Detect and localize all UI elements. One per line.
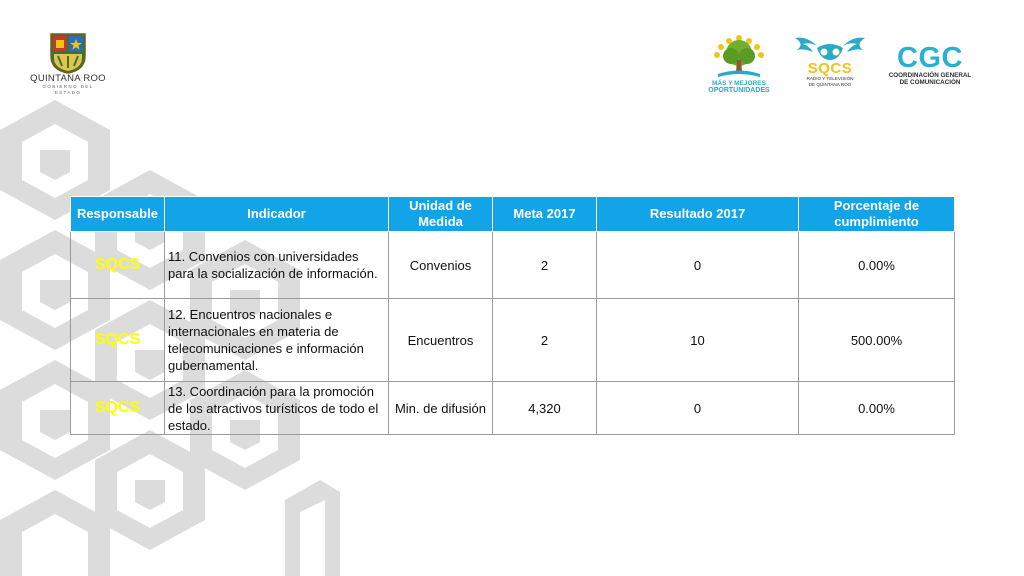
mas-y-mejores-oportunidades-logo xyxy=(702,34,776,96)
table-row xyxy=(71,299,955,382)
tree-icon xyxy=(708,34,770,80)
sqcs-logo xyxy=(792,34,868,94)
table-row xyxy=(71,382,955,435)
cell-responsable: SQCS xyxy=(71,382,165,435)
cell-meta: 4,320 xyxy=(493,382,597,435)
sqcs-subtitle-1: RADIO Y TELEVISIÓN xyxy=(806,76,854,81)
sqcs-logo-word: SQCS xyxy=(807,60,853,77)
header-porcentaje-de-cumplimiento: Porcentaje de cumplimiento xyxy=(799,197,955,232)
header-resultado-2017: Resultado 2017 xyxy=(597,197,799,232)
header-unidad-de-medida: Unidad de Medida xyxy=(389,197,493,232)
cell-porcentaje: 500.00% xyxy=(799,299,955,382)
cell-unidad: Encuentros xyxy=(389,299,493,382)
header-meta-2017: Meta 2017 xyxy=(493,197,597,232)
indicators-table xyxy=(70,196,955,435)
wings-icon xyxy=(793,34,867,62)
mmo-line1: MÁS Y MEJORES xyxy=(712,80,766,87)
cgc-subtitle-2: DE COMUNICACIÓN xyxy=(899,79,961,86)
cell-responsable: SQCS xyxy=(71,299,165,382)
cell-meta: 2 xyxy=(493,299,597,382)
cell-indicador: 12. Encuentros nacionales e internacionales en materia de telecomunicaciones e información gubernamental. xyxy=(165,299,389,382)
table-header-row xyxy=(71,197,955,232)
cell-meta: 2 xyxy=(493,232,597,299)
state-shield-icon xyxy=(48,30,88,74)
cgc-logo-word: CGC xyxy=(897,42,963,74)
cell-resultado: 0 xyxy=(597,382,799,435)
quintana-roo-logo xyxy=(28,30,108,98)
cell-indicador: 13. Coordinación para la promoción de los atractivos turísticos de todo el estado. xyxy=(165,382,389,435)
mmo-line2: OPORTUNIDADES xyxy=(708,87,770,94)
header-indicador: Indicador xyxy=(165,197,389,232)
cell-responsable: SQCS xyxy=(71,232,165,299)
sqcs-subtitle-2: DE QUINTANA ROO xyxy=(808,81,852,87)
cgc-logo xyxy=(878,44,982,88)
cell-porcentaje: 0.00% xyxy=(799,382,955,435)
cell-unidad: Min. de difusión xyxy=(389,382,493,435)
state-name: QUINTANA ROO xyxy=(30,73,106,84)
cell-resultado: 0 xyxy=(597,232,799,299)
header-responsable: Responsable xyxy=(71,197,165,232)
cell-unidad: Convenios xyxy=(389,232,493,299)
cell-indicador: 11. Convenios con universidades para la socialización de información. xyxy=(165,232,389,299)
cell-porcentaje: 0.00% xyxy=(799,232,955,299)
cgc-subtitle-1: COORDINACIÓN GENERAL xyxy=(888,72,972,79)
state-subtitle: GOBIERNO DEL ESTADO xyxy=(42,84,94,95)
table-row xyxy=(71,232,955,299)
cell-resultado: 10 xyxy=(597,299,799,382)
